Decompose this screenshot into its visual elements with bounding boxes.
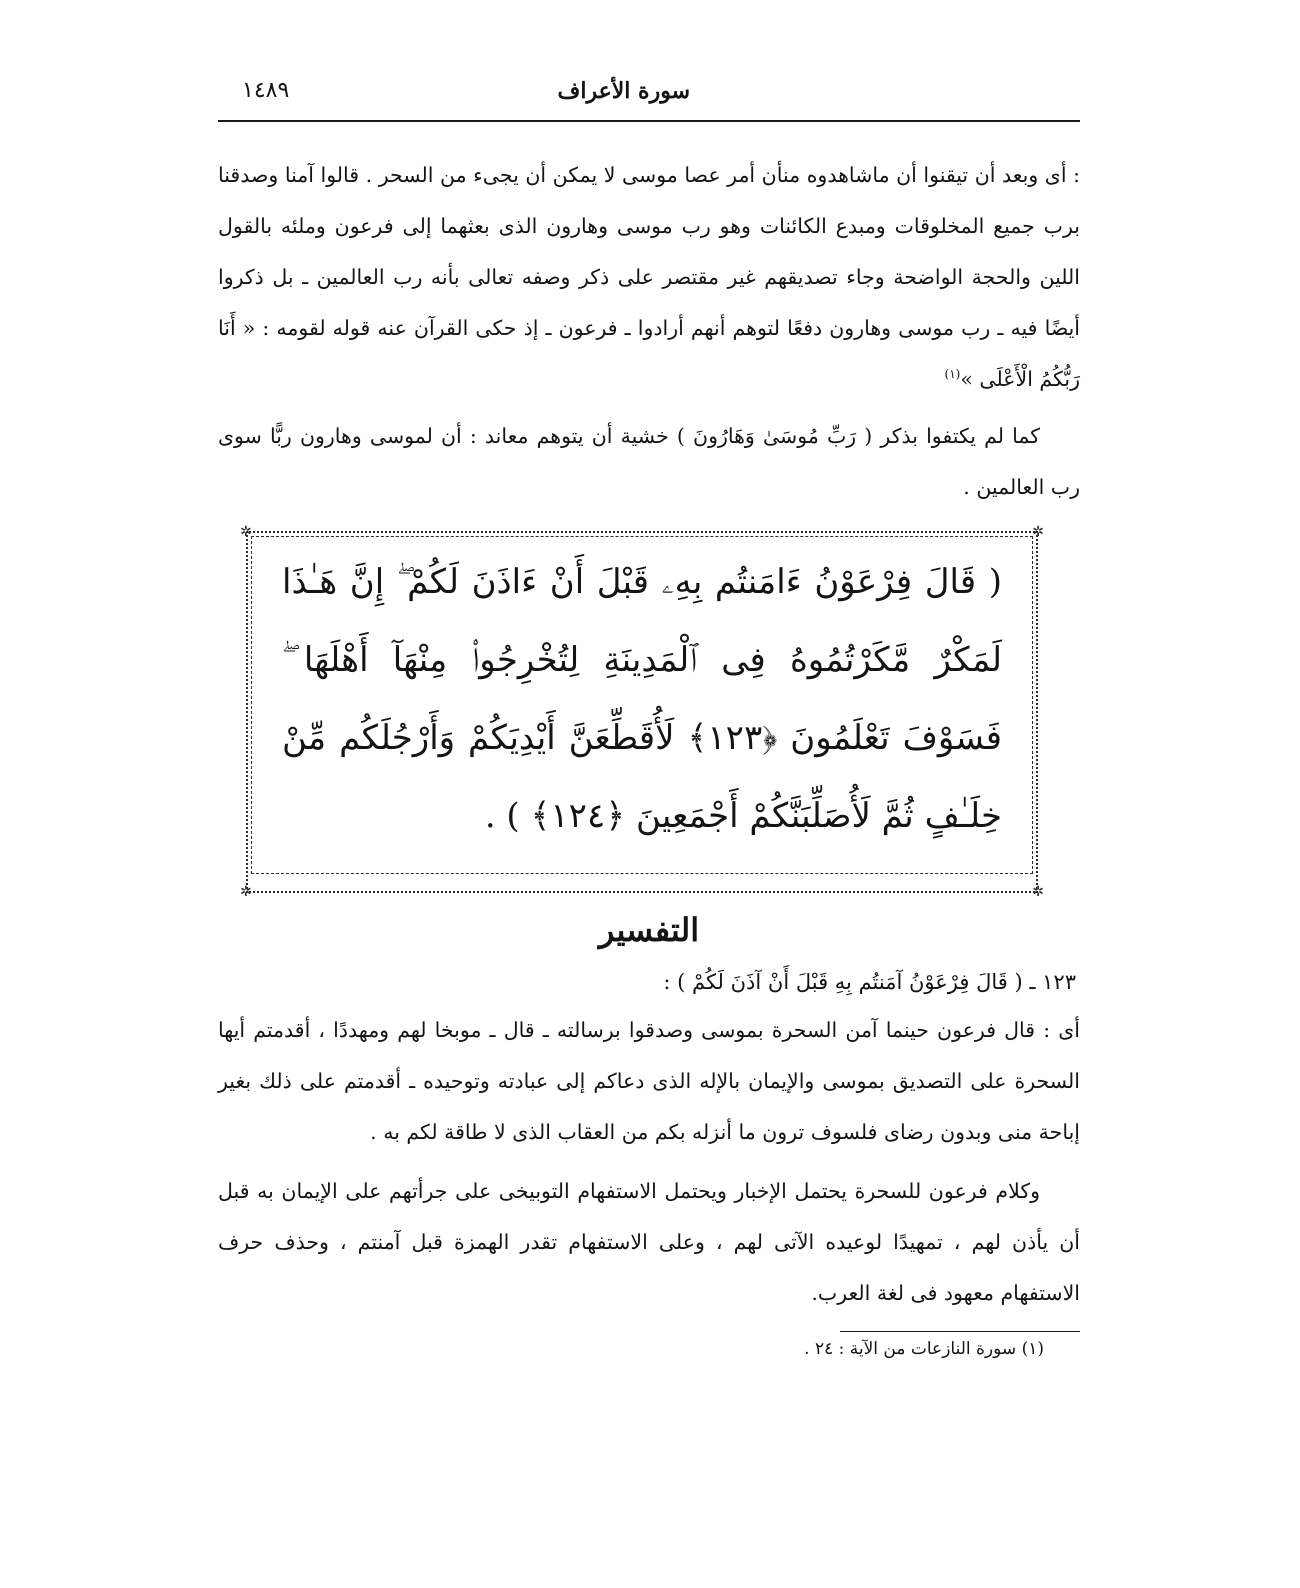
tafsir-body — [218, 1005, 1080, 1319]
intro-paragraph-text: : أى وبعد أن تيقنوا أن ماشاهدوه منأن أمر عصا موسى لا يمكن أن يجىء من السحر . قالوا آمنا وصدقنا برب جميع المخلوقات ومبدع الكائنات وهو رب موسى وهارون الذى بعثهما إلى فرعون وملئه بالقول اللين والحجة الواضحة وجاء تصديقهم غير مقتصر على ذكر وصفه تعالى بأنه رب العالمين ـ بل ذكروا أيضًا فيه ـ رب موسى وهارون دفعًا لتوهم أنهم أرادوا ـ فرعون ـ إذ حكى القرآن عنه قوله لقومه : « أَنَا رَبُّكُمُ الْأَعْلَى » — [218, 163, 1080, 391]
quran-verse-text: ( قَالَ فِرْعَوْنُ ءَامَنتُم بِهِۦ قَبْلَ أَنْ ءَاذَنَ لَكُمْ ۖ إِنَّ هَـٰذَا لَمَكْرٌ مَّكَرْتُمُوهُ فِى ٱلْمَدِينَةِ لِتُخْرِجُوا۟ مِنْهَآ أَهْلَهَا ۖ فَسَوْفَ تَعْلَمُونَ ﴿١٢٣﴾ لَأُقَطِّعَنَّ أَيْدِيَكُمْ وَأَرْجُلَكُم مِّنْ خِلَـٰفٍ ثُمَّ لَأُصَلِّبَنَّكُمْ أَجْمَعِينَ ﴿١٢٤﴾ ) . — [251, 536, 1033, 874]
running-header — [218, 70, 1080, 120]
intro-commentary — [218, 150, 1080, 513]
intro-paragraph — [218, 150, 1080, 405]
page-number: ١٤٨٩ — [242, 78, 290, 103]
tafsir-heading: التفسير — [598, 911, 700, 949]
ornament-star-icon: ✲ — [1032, 524, 1044, 540]
surah-title: سورة الأعراف — [557, 78, 690, 104]
header-rule — [218, 120, 1080, 122]
ornament-star-icon: ✲ — [240, 524, 252, 540]
tafsir-paragraph: وكلام فرعون للسحرة يحتمل الإخبار ويحتمل الاستفهام التوبيخى على جرأتهم على الإيمان به قبل أن يأذن لهم ، تمهيدًا لوعيده الآتى لهم ، وعلى الاستفهام تقدر الهمزة قبل آمنتم ، وحذف حرف الاستفهام معهود فى لغة العرب. — [218, 1179, 1080, 1305]
book-page — [218, 70, 1080, 1510]
verse-frame — [240, 524, 1044, 900]
footnote-marker: (١) — [944, 367, 961, 382]
ornament-star-icon: ✲ — [240, 884, 252, 900]
ornament-star-icon: ✲ — [1032, 884, 1044, 900]
footnote: (١) سورة النازعات من الآية : ٢٤ . — [804, 1339, 1044, 1359]
intro-paragraph: كما لم يكتفوا بذكر ( رَبِّ مُوسَىٰ وَهَارُونَ ) خشية أن يتوهم معاند : أن لموسى وهارون ربًّا سوى رب العالمين . — [218, 424, 1080, 499]
verse-reference: ١٢٣ ـ ( قَالَ فِرْعَوْنُ آمَنتُم بِهِ قَبْلَ أَنْ آذَنَ لَكُمْ ) : — [663, 970, 1076, 994]
tafsir-paragraph: أى : قال فرعون حينما آمن السحرة بموسى وصدقوا برسالته ـ قال ـ موبخا لهم ومهددًا ، أقدمتم أيها السحرة على التصديق بموسى والإيمان بالإله الذى دعاكم إلى عبادته وتوحيده ـ أقدمتم على ذلك بغير إباحة منى وبدون رضاى فلسوف ترون ما أنزله بكم من العقاب الذى لا طاقة لكم به . — [218, 1018, 1080, 1144]
